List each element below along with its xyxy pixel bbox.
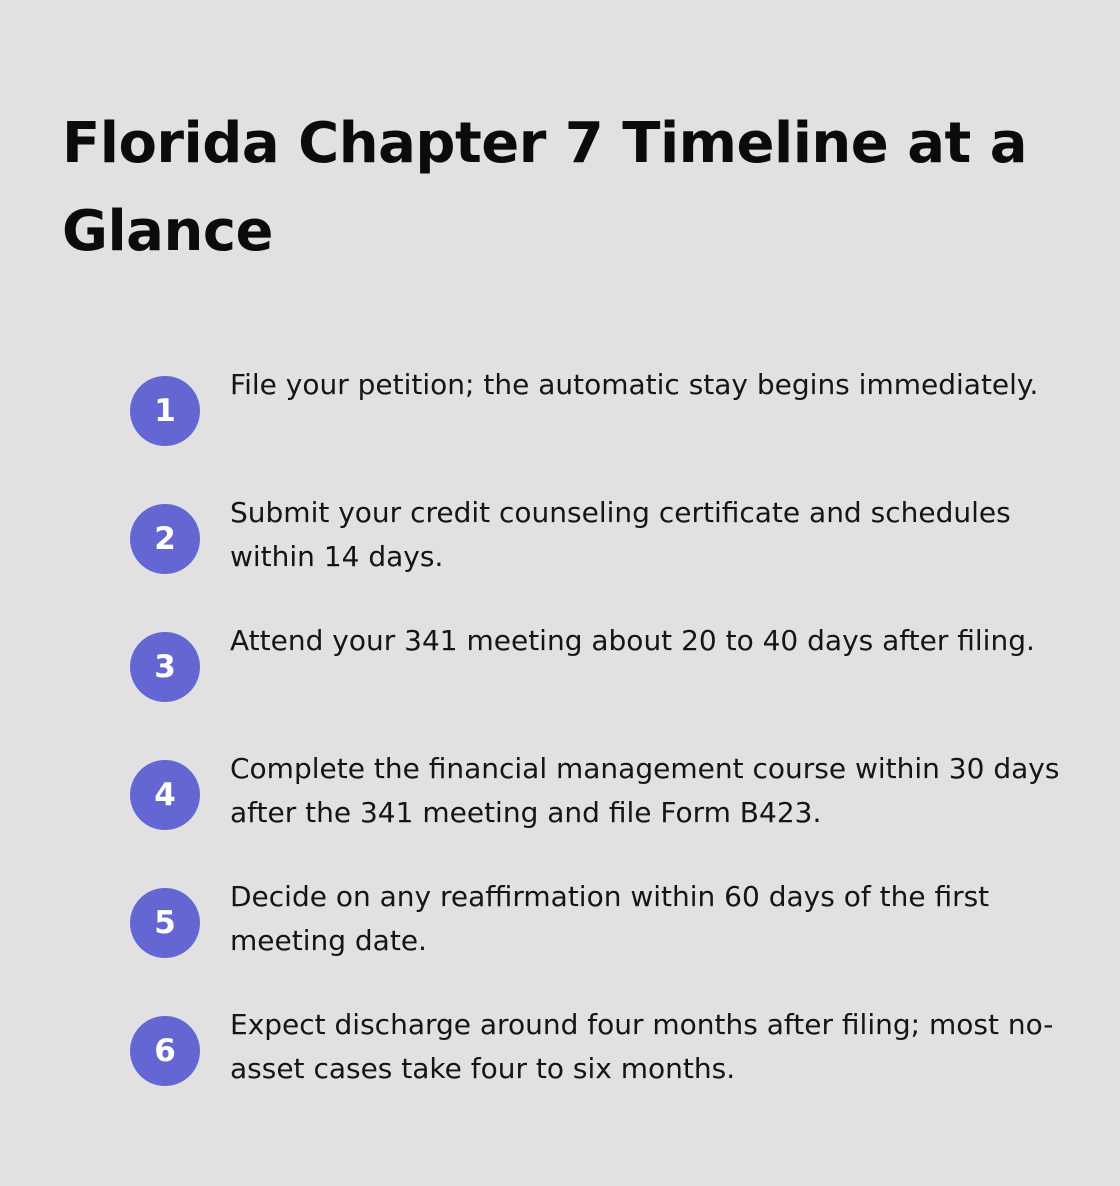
step-number-badge: 6 xyxy=(130,1016,200,1086)
timeline-step xyxy=(0,496,1120,614)
timeline-step xyxy=(0,880,1120,998)
step-description: File your petition; the automatic stay begins immediately. xyxy=(230,368,1039,401)
step-number-badge: 4 xyxy=(130,760,200,830)
timeline-step xyxy=(0,368,1120,486)
step-number-badge: 2 xyxy=(130,504,200,574)
timeline-step xyxy=(0,752,1120,870)
step-number-badge: 3 xyxy=(130,632,200,702)
step-description: Submit your credit counseling certificate and schedules within 14 days. xyxy=(230,496,1011,573)
timeline-step xyxy=(0,1008,1120,1126)
timeline-step xyxy=(0,624,1120,742)
page-title: Florida Chapter 7 Timeline at a Glance xyxy=(62,111,1028,264)
step-description: Decide on any reaffirmation within 60 days of the first meeting date. xyxy=(230,880,990,957)
step-description: Attend your 341 meeting about 20 to 40 days after filing. xyxy=(230,624,1035,657)
step-description: Expect discharge around four months after filing; most no-asset cases take four to six months. xyxy=(230,1008,1054,1085)
step-number-badge: 5 xyxy=(130,888,200,958)
step-description: Complete the financial management course within 30 days after the 341 meeting and file Form B423. xyxy=(230,752,1060,829)
step-number-badge: 1 xyxy=(130,376,200,446)
